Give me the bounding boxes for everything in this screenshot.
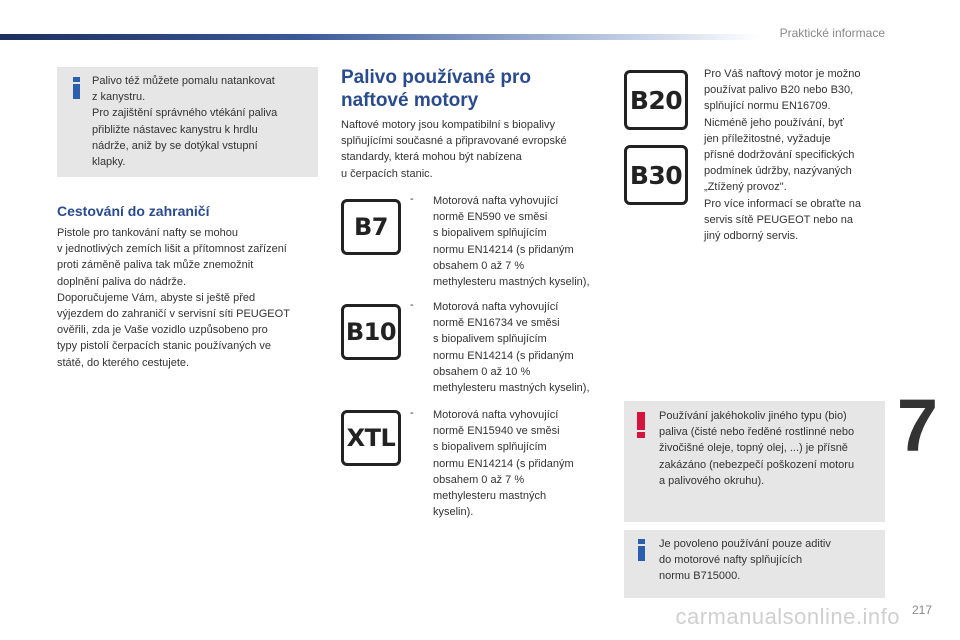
additives-text: Je povoleno používání pouze aditiv do motorové nafty splňujících normu B715000. [659,538,831,583]
b20-b30-paragraph: Pro Váš naftový motor je možno používat palivo B20 nebo B30, splňující normu EN16709. Nicméně jeho používání, byť jen příležitostné, vyžaduje přísné dodržování specifických podmínek údržby, nazývaných „Ztížený provoz". Pro více informací se obraťte na servis sítě PEUGEOT nebo na jiný odborný servis. [704,68,861,243]
info-box-canister [57,67,318,177]
abroad-heading: Cestování do zahraničí [57,203,210,219]
page-number: 217 [911,603,932,617]
intro-paragraph: Naftové motory jsou kompatibilní s biopalivy splňujícími současné a připravované evropské standardy, která mohou být nabízena u čerpacích stanic. [341,119,567,180]
info-icon [73,77,80,99]
list-dash: - [410,299,414,311]
list-dash: - [410,407,414,419]
b7-fuel-badge: B7 [341,199,401,255]
info-box-additives [624,530,885,598]
warning-box [624,401,885,522]
chapter-number: 7 [896,384,938,467]
fuel-item-b7: Motorová nafta vyhovující normě EN590 ve směsi s biopalivem splňujícím normu EN14214 (s přidaným obsahem 0 až 7 % methylesteru mastných kyselin), [433,195,590,289]
warning-icon [637,412,645,438]
list-dash: - [410,193,414,205]
page-title: Palivo používané pro naftové motory [341,67,532,111]
warning-text: Používání jakéhokoliv jiného typu (bio) paliva (čisté nebo ředěné rostlinné nebo živočišné oleje, topný olej, ...) je přísně zakázáno (nebezpečí poškození motoru a palivového okruhu). [659,410,855,487]
watermark: carmanualsonline.info [675,604,900,629]
header-bar [0,34,760,40]
fuel-item-b10: Motorová nafta vyhovující normě EN16734 ve směsi s biopalivem splňujícím normu EN14214 (s přidaným obsahem 0 až 10 % methylesteru mastných kyselin), [433,301,590,395]
xtl-fuel-badge: XTL [341,410,401,466]
b10-fuel-badge: B10 [341,304,401,360]
section-title: Praktické informace [779,26,885,40]
fuel-item-xtl: Motorová nafta vyhovující normě EN15940 ve směsi s biopalivem splňujícím normu EN14214 (s přidaným obsahem 0 až 7 % methylesteru mastných kyselin). [433,409,574,519]
info-box-text: Palivo též můžete pomalu natankovat z kanystru. Pro zajištění správného vtékání paliva přibližte nástavec kanystru k hrdlu nádrže, aniž by se dotýkal vstupní klapky. [92,75,278,169]
b30-fuel-badge: B30 [624,145,688,205]
abroad-paragraph: Pistole pro tankování nafty se mohou v jednotlivých zemích lišit a přítomnost zařízení proti záměně paliva tak může znemožnit doplnění paliva do nádrže. Doporučujeme Vám, abyste si ještě před výjezdem do zahraničí v servisní síti PEUGEOT ověřili, zda je Vaše vozidlo uzpůsobeno pro typy pistolí čerpacích stanic používaných ve státě, do kterého cestujete. [57,227,290,369]
b20-fuel-badge: B20 [624,70,688,130]
info-icon [638,539,645,561]
